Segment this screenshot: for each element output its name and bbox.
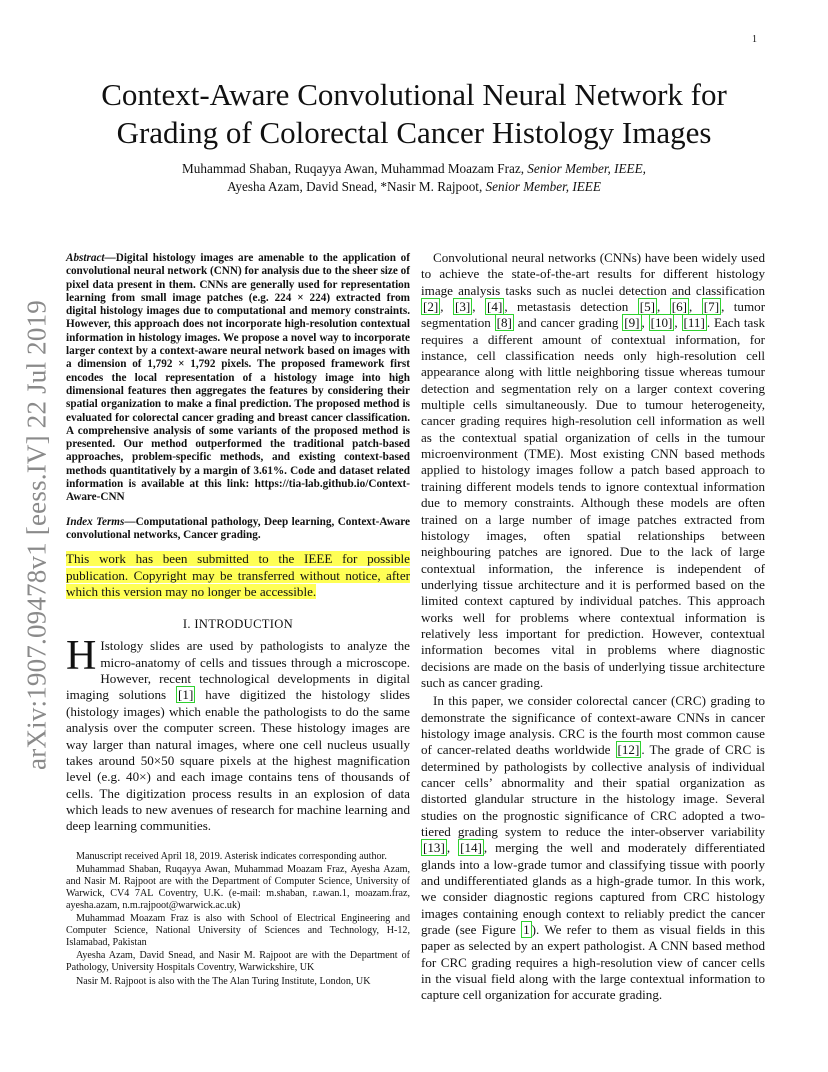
citation-link[interactable]: [11] [683, 315, 705, 331]
title-line-2: Grading of Colorectal Cancer Histology Images [116, 115, 712, 150]
intro-text-b: have digitized the histology slides (histology images) which enable the pathologists to do the same analysis over the computer screen. These histology images are way larger than natural images, where one cell nucleus usually takes around 50×50 square pixels at the highest magnification level (e.g. 40×) and each image contains tens of thousands of cells. The digitization process results in an explosion of data which leads to new avenues of research for machine learning and deep learning communities. [66, 687, 410, 834]
body-text: Convolutional neural networks (CNNs) have been widely used to achieve the state-of-the-art results for different histology image analysis tasks such as nuclei detection and classification [421, 250, 765, 298]
footnote: Muhammad Shaban, Ruqayya Awan, Muhammad Moazam Fraz, Ayesha Azam, and Nasir M. Rajpoot are with the Department of Computer Science, University of Warwick, CV4 7AL Coventry, U.K. (e-mail: m.shaban, r.awan.1, moazam.fraz, ayesha.azam, n.m.rajpoot@warwick.ac.uk) [66, 863, 410, 911]
footnote: Nasir M. Rajpoot is also with the The Alan Turing Institute, London, UK [76, 975, 371, 987]
citation-link[interactable]: [8] [496, 315, 512, 331]
index-terms-lead: Index Terms [66, 515, 125, 528]
citation-link[interactable]: [3] [455, 299, 471, 315]
body-text: and cancer grading [513, 315, 623, 331]
body-text: , merging the well and moderately differentiated glands into a low-grade tumor and classifying tissue with poorly and undifferentiated glands as a high-grade tumor. In this work, we consider diagnostic regions captured from CRC histology images containing enough context to reliably predict the cancer grade (see Figure [421, 840, 766, 938]
citation-link[interactable]: [10] [650, 315, 673, 331]
authors-role-2: Senior Member, IEEE [485, 179, 601, 194]
citation-link[interactable]: [7] [703, 299, 720, 315]
footnote: Manuscript received April 18, 2019. Asterisk indicates corresponding author. [76, 850, 387, 862]
citation-link[interactable]: [12] [617, 742, 640, 758]
citation-link[interactable]: [2] [423, 299, 439, 315]
citation-link[interactable]: [4] [487, 299, 503, 315]
footnotes [66, 851, 410, 988]
index-terms-text: —Computational pathology, Deep learning, Context-Aware convolutional networks, Cancer grading. [66, 515, 410, 541]
body-text: . Each task requires a different amount of contextual information, for instance, cell classification needs only high-resolution cell appearance along with little neighboring tissue whereas tumour detection and segmentation rely on a larger context covering multiple cells simultaneously. Due to tumour heterogeneity, cancer grading requires high-resolution cell information as well as the contextual spatial organization of cells in the tumour microenvironment (TME). Most existing CNN based methods applied to histology images follow a patch based approach to training different models tends to ignore contextual information due to memory constraints. Although these models are often trained on a large number of image patches extracted from histology images, often spatial relationships between neighbouring patches are ignored. Due to the lack of large contextual information, the inference is independent of underlying tissue architecture and it is performed based on the limited context captured by individual patches. This approach works well for problems where contextual information is relatively less important for prediction. However, contextual information becomes vital in problems where diagnostic decisions are made on the basis of underlying tissue architecture such as cancer grading. [421, 315, 766, 690]
authors-role-1: Senior Member, IEEE, [527, 161, 646, 176]
body-text: , [440, 299, 454, 315]
intro-text-a: Istology slides are used by pathologists to analyze the micro-anatomy of cells and tissues through a microscope. However, recent technological developments in digital imaging solutions [66, 638, 410, 703]
body-text: , [674, 315, 682, 331]
title-line-1: Context-Aware Convolutional Neural Network for [101, 77, 727, 112]
authors-names-2: Ayesha Azam, David Snead, *Nasir M. Rajpoot, [227, 179, 483, 194]
ieee-notice [66, 551, 410, 600]
page-number: 1 [752, 34, 757, 45]
intro-paragraph [66, 633, 410, 834]
body-text: , [689, 299, 702, 315]
body-text: , [641, 315, 649, 331]
footnote: Ayesha Azam, David Snead, and Nasir M. Rajpoot are with the Department of Pathology, University Hospitals Coventry, Warwickshire, UK [66, 950, 410, 974]
authors-names-1: Muhammad Shaban, Ruqayya Awan, Muhammad Moazam Fraz, [182, 161, 524, 176]
footnote: Muhammad Moazam Fraz is also with School of Electrical Engineering and Computer Science, National University of Sciences and Technology, H-12, Islamabad, Pakistan [66, 913, 410, 949]
body-text: , metastasis detection [504, 299, 638, 315]
paper-title [66, 76, 762, 152]
citation-link[interactable]: [13] [423, 840, 445, 856]
citation-link[interactable]: [14] [460, 840, 482, 856]
arxiv-id: arXiv:1907.09478v1 [eess.IV] 22 Jul 2019 [21, 300, 52, 770]
citation-link[interactable]: [5] [639, 299, 656, 315]
body-text: In this paper, we consider colorectal cancer (CRC) grading to demonstrate the significance of context-aware CNNs in cancer histology image analysis. CRC is the fourth most common cause of cancer-related deaths worldwide [421, 693, 765, 758]
body-text: , [446, 840, 459, 856]
left-column [66, 252, 410, 989]
citation-link[interactable]: [6] [671, 299, 688, 315]
body-paragraph-1 [421, 250, 765, 691]
abstract-lead: Abstract [66, 252, 105, 264]
citation-link[interactable]: [9] [624, 315, 640, 331]
body-text: , tumor segmentation [421, 299, 766, 331]
abstract-text: —Digital histology images are amenable to the application of convolutional neural network (CNN) for analysis due to the sheer size of pixel data present in them. CNNs are generally used for representation learning from small image patches (e.g. 224 × 224) extracted from digital histology images due to computational and memory constraints. However, this approach does not incorporate high-resolution contextual information in histology images. We propose a novel way to incorporate larger context by a context-aware neural network based on images with a dimension of 1,792 × 1,792 pixels. The proposed framework first encodes the local representation of a histology image into high dimensional features then aggregates the features by considering their spatial organization to make a final prediction. The proposed method is evaluated for colorectal cancer grading and breast cancer classification. A comprehensive analysis of some variants of the proposed method is presented. Our method outperformed the traditional patch-based approaches, problem-specific methods, and existing context-based methods quantitatively by a margin of 3.61%. Code and dataset related information is available at this link: https://tia-lab.github.io/Context-Aware-CNN [66, 252, 410, 504]
body-text: . The grade of CRC is determined by pathologists by collective analysis of individual cancer cells’ abnormality and their spatial organization as distorted glandular structure in the histology image. Several studies on the prognostic significance of CRC adopted a two-tiered grading system to reduce the inter-observer variability [421, 742, 765, 840]
body-text: ). We refer to them as visual fields in this paper as selected by an expert pathologist. A CNN based method for CRC grading requires a high-resolution view of cancer cells in the visual field along with the large contextual information to capture cell organization for accurate grading. [421, 922, 765, 1003]
abstract [66, 252, 410, 505]
figure-link[interactable]: 1 [523, 922, 530, 938]
authors-line-1 [66, 160, 762, 178]
index-terms [66, 516, 410, 543]
body-text: , [657, 299, 670, 315]
author-list [66, 160, 762, 196]
authors-line-2 [66, 178, 762, 196]
right-column [421, 250, 765, 1004]
arxiv-stamp [21, 295, 53, 775]
section-heading: I. INTRODUCTION [182, 617, 294, 632]
body-paragraph-2 [421, 693, 765, 1004]
body-text: , [472, 299, 486, 315]
citation-link[interactable]: [1] [178, 687, 194, 703]
dropcap: H [66, 633, 97, 680]
ieee-notice-text: This work has been submitted to the IEEE for possible publication. Copyright may be transferred without notice, after which this version may no longer be accessible. [66, 551, 410, 600]
